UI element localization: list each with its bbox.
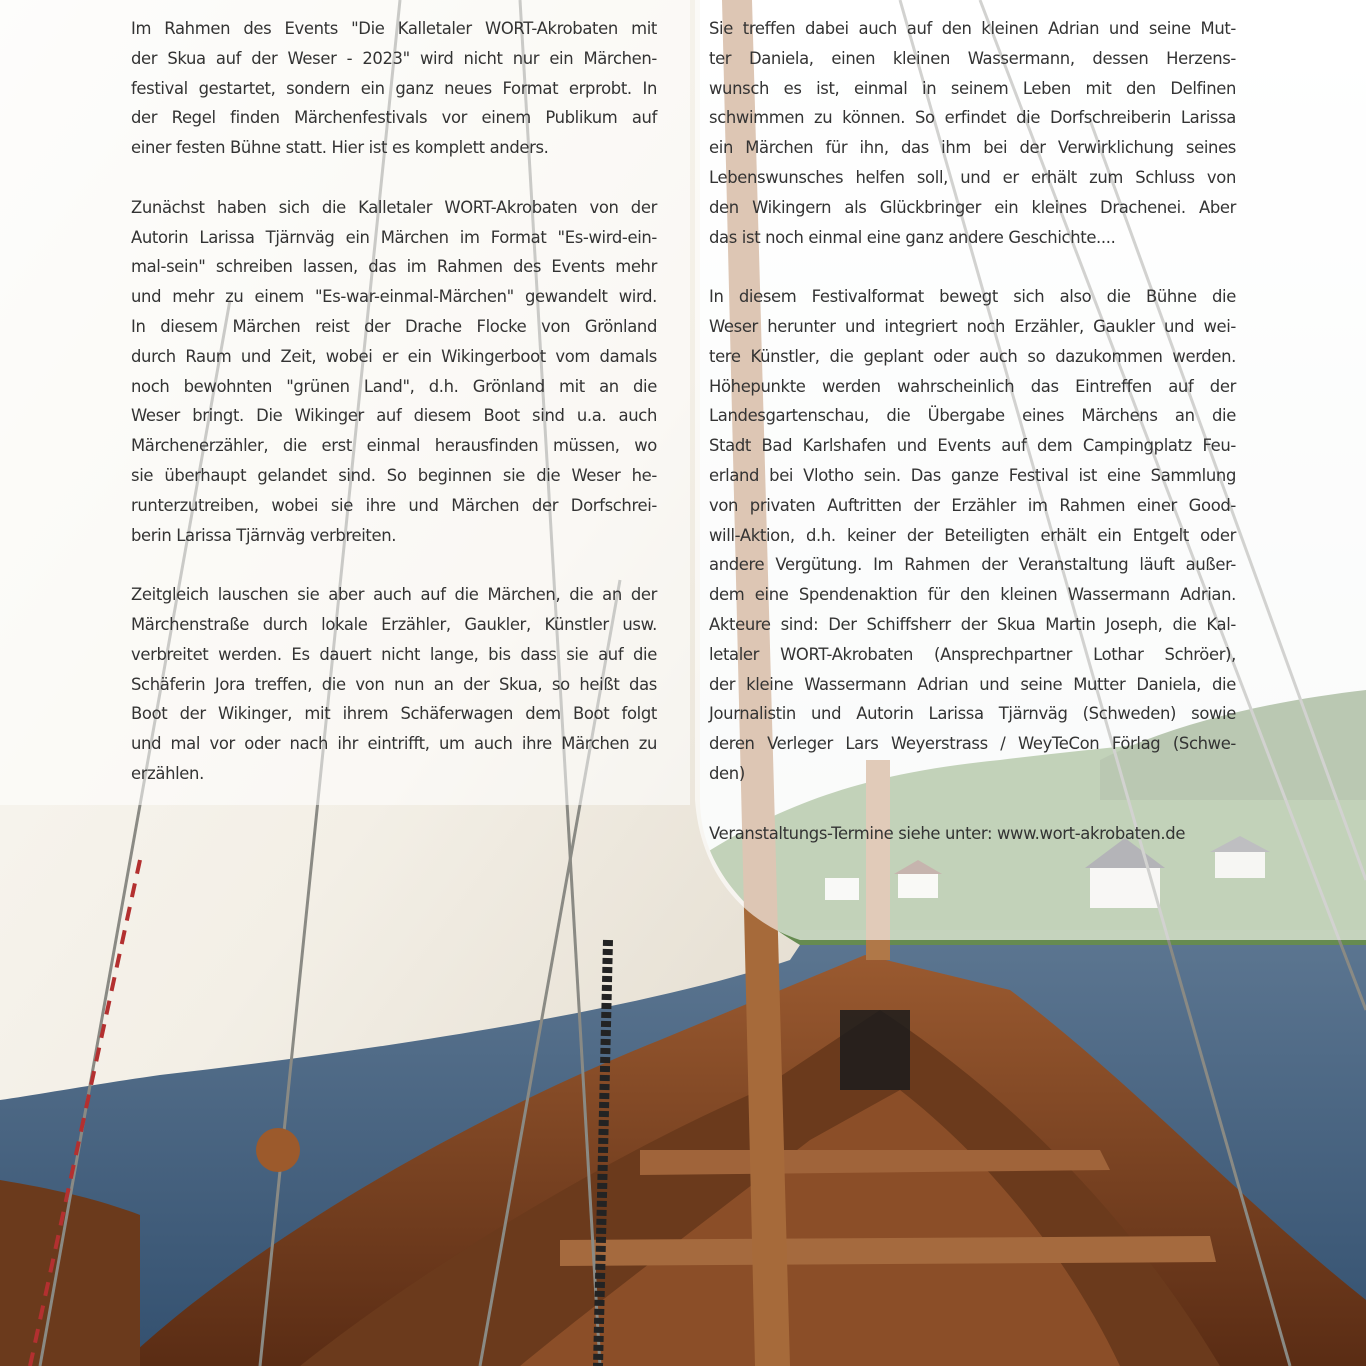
right-text-column (709, 14, 1236, 848)
text-line: tere Künstler, die geplant oder auch so dazukommen werden. (709, 346, 1236, 366)
text-line: andere Vergütung. Im Rahmen der Veranstaltung läuft außer- (709, 555, 1236, 575)
text-line: Schäferin Jora treffen, die von nun an der Skua, so heißt das (131, 674, 657, 694)
text-line: und mal vor oder nach ihr eintrifft, um auch ihre Märchen zu (131, 734, 657, 754)
paragraph (709, 282, 1236, 789)
text-line: das ist noch einmal eine ganz andere Geschichte.... (709, 227, 1116, 247)
text-line: den) (709, 763, 745, 783)
text-line: letaler WORT-Akrobaten (Ansprechpartner Lothar Schröer), (709, 644, 1236, 664)
text-line: noch bewohnten "grünen Land", d.h. Grönland mit an die (131, 376, 657, 396)
text-line: In diesem Märchen reist der Drache Flocke von Grönland (131, 316, 657, 336)
text-line: Zeitgleich lauschen sie aber auch auf die Märchen, die an der (131, 585, 657, 605)
text-line: Zunächst haben sich die Kalletaler WORT-Akrobaten von der (131, 197, 657, 217)
text-line: dem eine Spendenaktion für den kleinen Wassermann Adrian. (709, 585, 1236, 605)
text-line: der Skua auf der Weser - 2023" wird nicht nur ein Märchen- (131, 48, 657, 68)
text-line: Lebenswunsches helfen soll, und er erhält zum Schluss von (709, 167, 1236, 187)
text-line: runterzutreiben, wobei sie ihre und Märchen der Dorfschrei- (131, 495, 657, 515)
text-line: den Wikingern als Glückbringer ein kleines Drachenei. Aber (709, 197, 1236, 217)
text-line: berin Larissa Tjärnväg verbreiten. (131, 525, 397, 545)
paragraph (131, 14, 657, 163)
text-line: mal-sein" schreiben lassen, das im Rahmen des Events mehr (131, 257, 657, 277)
text-line: einer festen Bühne statt. Hier ist es komplett anders. (131, 138, 549, 158)
left-text-column (131, 14, 657, 789)
text-line: verbreitet werden. Es dauert nicht lange, bis dass sie auf die (131, 644, 657, 664)
text-line: der kleine Wassermann Adrian und seine Mutter Daniela, die (709, 674, 1236, 694)
text-line: Im Rahmen des Events "Die Kalletaler WORT-Akrobaten mit (131, 19, 657, 38)
text-line: ein Märchen für ihn, das ihm bei der Verwirklichung seines (709, 138, 1236, 158)
paragraph (131, 580, 657, 789)
text-line: erzählen. (131, 763, 204, 783)
text-line: will-Aktion, d.h. keiner der Beteiligten erhält ein Entgelt oder (709, 525, 1236, 545)
text-line: Boot der Wikinger, mit ihrem Schäferwagen dem Boot folgt (131, 704, 657, 724)
paragraph (709, 14, 1236, 252)
text-line: durch Raum und Zeit, wobei er ein Wikingerboot vom damals (131, 346, 657, 366)
event-dates-link[interactable]: Veranstaltungs-Termine siehe unter: www.wort-akrobaten.de (709, 823, 1186, 843)
text-line: Höhepunkte werden wahrscheinlich das Eintreffen auf der (709, 376, 1236, 396)
text-line: Märchenerzähler, die erst einmal herausfinden müssen, wo (131, 436, 657, 456)
text-line: erland bei Vlotho sein. Das ganze Festival ist eine Sammlung (709, 465, 1236, 485)
text-line: Autorin Larissa Tjärnväg ein Märchen im Format "Es-wird-ein- (131, 227, 657, 247)
text-line: Sie treffen dabei auch auf den kleinen Adrian und seine Mut- (709, 19, 1236, 38)
text-line: Weser bringt. Die Wikinger auf diesem Boot sind u.a. auch (131, 406, 657, 426)
paragraph (131, 193, 657, 551)
text-line: sie überhaupt gelandet sind. So beginnen sie die Weser he- (131, 465, 657, 485)
text-line: deren Verleger Lars Weyerstrass / WeyTeCon Förlag (Schwe- (709, 734, 1236, 754)
text-line: von privaten Auftritten der Erzähler im Rahmen einer Good- (709, 495, 1236, 515)
text-line: In diesem Festivalformat bewegt sich also die Bühne die (709, 287, 1236, 307)
text-line: Weser herunter und integriert noch Erzähler, Gaukler und wei- (709, 316, 1236, 336)
text-line: Stadt Bad Karlshafen und Events auf dem Campingplatz Feu- (709, 436, 1236, 456)
text-line: Märchenstraße durch lokale Erzähler, Gaukler, Künstler usw. (131, 614, 657, 634)
text-line: schwimmen zu können. So erfindet die Dorfschreiberin Larissa (709, 108, 1236, 128)
text-line: der Regel finden Märchenfestivals vor einem Publikum auf (131, 108, 657, 128)
wooden-block (256, 1128, 300, 1172)
text-line: ter Daniela, einen kleinen Wassermann, dessen Herzens- (709, 48, 1236, 68)
text-line: wunsch es ist, einmal in seinem Leben mit den Delfinen (709, 78, 1236, 98)
text-line: Akteure sind: Der Schiffsherr der Skua Martin Joseph, die Kal- (709, 614, 1236, 634)
text-line: und mehr zu einem "Es-war-einmal-Märchen" gewandelt wird. (131, 287, 657, 307)
text-line: Landesgartenschau, die Übergabe eines Märchens an die (709, 406, 1236, 426)
text-line: Journalistin und Autorin Larissa Tjärnväg (Schweden) sowie (709, 704, 1236, 724)
text-line: festival gestartet, sondern ein ganz neues Format erprobt. In (131, 78, 657, 98)
